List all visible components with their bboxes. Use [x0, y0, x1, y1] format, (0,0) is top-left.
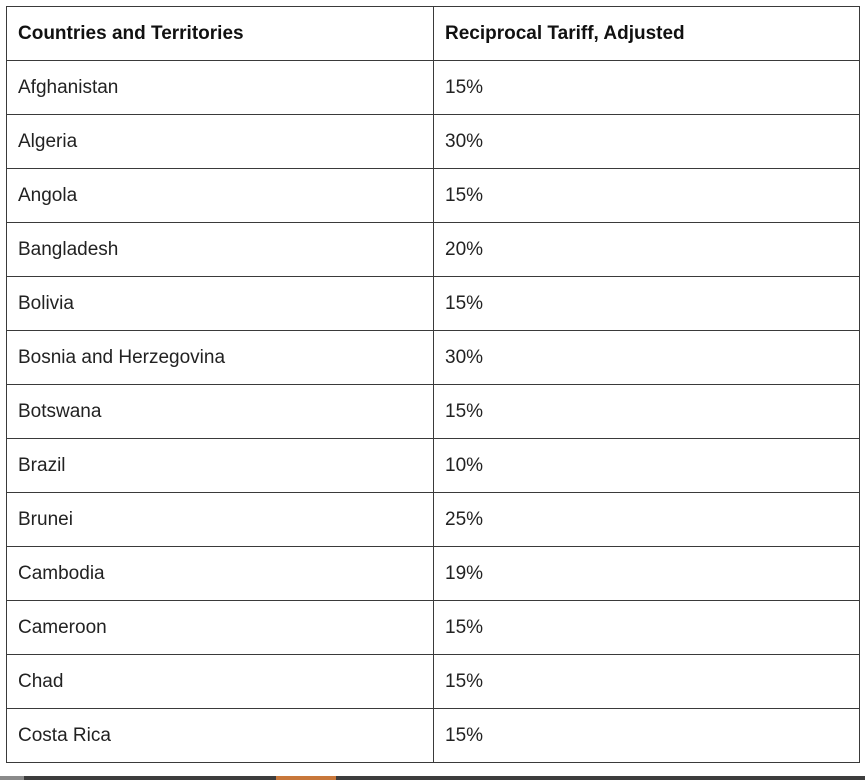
country-cell: Bosnia and Herzegovina	[7, 331, 434, 385]
country-cell: Brazil	[7, 439, 434, 493]
tariff-cell: 15%	[434, 277, 860, 331]
country-cell: Angola	[7, 169, 434, 223]
table-row	[7, 61, 860, 115]
country-cell: Bolivia	[7, 277, 434, 331]
country-cell: Brunei	[7, 493, 434, 547]
table-row	[7, 385, 860, 439]
scrollbar-thumb[interactable]	[276, 776, 336, 780]
table-row	[7, 601, 860, 655]
country-cell: Cambodia	[7, 547, 434, 601]
tariff-table	[6, 6, 860, 763]
header-tariff: Reciprocal Tariff, Adjusted	[434, 7, 860, 61]
header-country: Countries and Territories	[7, 7, 434, 61]
tariff-cell: 30%	[434, 331, 860, 385]
table-row	[7, 655, 860, 709]
tariff-cell: 20%	[434, 223, 860, 277]
scrollbar-left-arrow[interactable]	[0, 776, 24, 780]
tariff-cell: 15%	[434, 385, 860, 439]
country-cell: Bangladesh	[7, 223, 434, 277]
horizontal-scrollbar[interactable]	[0, 776, 865, 780]
table-row	[7, 277, 860, 331]
table-row	[7, 493, 860, 547]
country-cell: Cameroon	[7, 601, 434, 655]
table-header-row	[7, 7, 860, 61]
tariff-table-container	[6, 6, 859, 763]
country-cell: Botswana	[7, 385, 434, 439]
tariff-cell: 15%	[434, 709, 860, 763]
country-cell: Chad	[7, 655, 434, 709]
tariff-cell: 25%	[434, 493, 860, 547]
tariff-cell: 15%	[434, 601, 860, 655]
table-row	[7, 223, 860, 277]
tariff-cell: 10%	[434, 439, 860, 493]
table-row	[7, 547, 860, 601]
table-row	[7, 169, 860, 223]
tariff-cell: 15%	[434, 169, 860, 223]
table-row	[7, 439, 860, 493]
country-cell: Algeria	[7, 115, 434, 169]
table-row	[7, 331, 860, 385]
country-cell: Afghanistan	[7, 61, 434, 115]
table-row	[7, 709, 860, 763]
table-row	[7, 115, 860, 169]
tariff-cell: 30%	[434, 115, 860, 169]
tariff-cell: 19%	[434, 547, 860, 601]
country-cell: Costa Rica	[7, 709, 434, 763]
tariff-cell: 15%	[434, 655, 860, 709]
tariff-cell: 15%	[434, 61, 860, 115]
